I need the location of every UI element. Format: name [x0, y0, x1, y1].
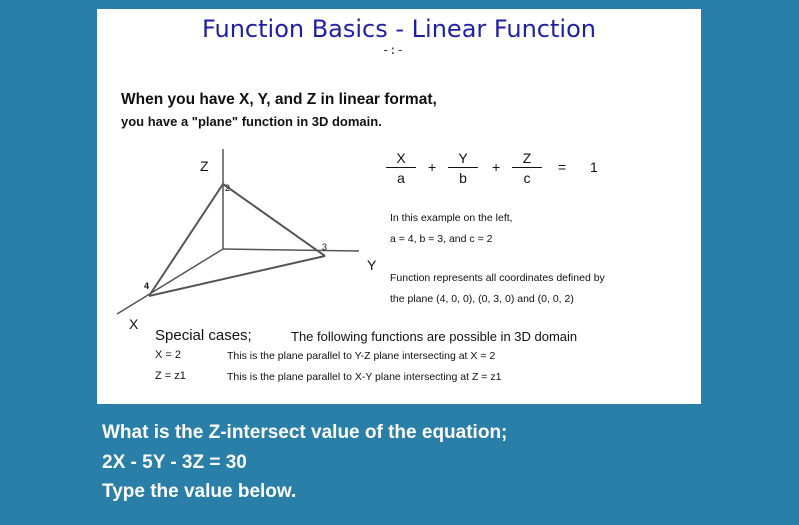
y-axis-label: Y: [367, 257, 377, 273]
case-description: This is the plane parallel to X-Y plane intersecting at Z = z1: [227, 371, 502, 383]
question-instruction: Type the value below.: [102, 481, 297, 502]
fraction-numerator: Y: [448, 150, 478, 168]
plane-edge-zy: [223, 184, 328, 256]
question-equation: 2X - 5Y - 3Z = 30: [102, 452, 247, 473]
z-intercept-label: 2: [225, 183, 231, 193]
fraction-denominator: b: [459, 170, 467, 186]
move-cursor-icon: -:-: [382, 43, 404, 57]
function-line-1: Function represents all coordinates defined by: [390, 272, 605, 284]
equals-sign: =: [558, 159, 567, 175]
example-line-1: In this example on the left,: [390, 212, 513, 224]
fraction-numerator: Z: [512, 150, 542, 168]
x-intercept-label: 4: [144, 281, 150, 291]
example-line-2: a = 4, b = 3, and c = 2: [390, 233, 493, 245]
fraction-denominator: c: [523, 170, 531, 186]
plus-sign: +: [428, 159, 437, 175]
case-equation: X = 2: [155, 349, 181, 361]
case-description: This is the plane parallel to Y-Z plane intersecting at X = 2: [227, 350, 496, 362]
plus-sign: +: [492, 159, 501, 175]
y-axis: [223, 249, 359, 251]
x-axis-label: X: [129, 316, 139, 329]
special-cases-heading: Special cases;: [155, 327, 252, 344]
intro-line-1: When you have X, Y, and Z in linear format,: [121, 91, 437, 108]
function-line-2: the plane (4, 0, 0), (0, 3, 0) and (0, 0, 2): [390, 293, 574, 305]
case-equation: Z = z1: [155, 370, 186, 382]
fraction-x-over-a: [386, 150, 416, 186]
equation-rhs: 1: [590, 159, 598, 175]
slide-title: Function Basics - Linear Function: [202, 15, 596, 43]
fraction-y-over-b: [448, 150, 478, 186]
fraction-numerator: X: [386, 150, 416, 168]
slide-image: [97, 9, 701, 404]
y-intercept-label: 3: [322, 242, 328, 252]
x-axis: [117, 249, 223, 314]
fraction-z-over-c: [512, 150, 542, 186]
question-line-1: What is the Z-intersect value of the equation;: [102, 422, 508, 443]
fraction-denominator: a: [397, 170, 405, 186]
special-cases-description: The following functions are possible in 3D domain: [291, 329, 578, 344]
intro-line-2: you have a "plane" function in 3D domain.: [121, 114, 382, 129]
z-axis-label: Z: [200, 158, 209, 174]
plane-edge-xy: [149, 256, 325, 296]
plane-edge-zx: [149, 184, 223, 296]
3d-plane-diagram: [97, 139, 397, 329]
